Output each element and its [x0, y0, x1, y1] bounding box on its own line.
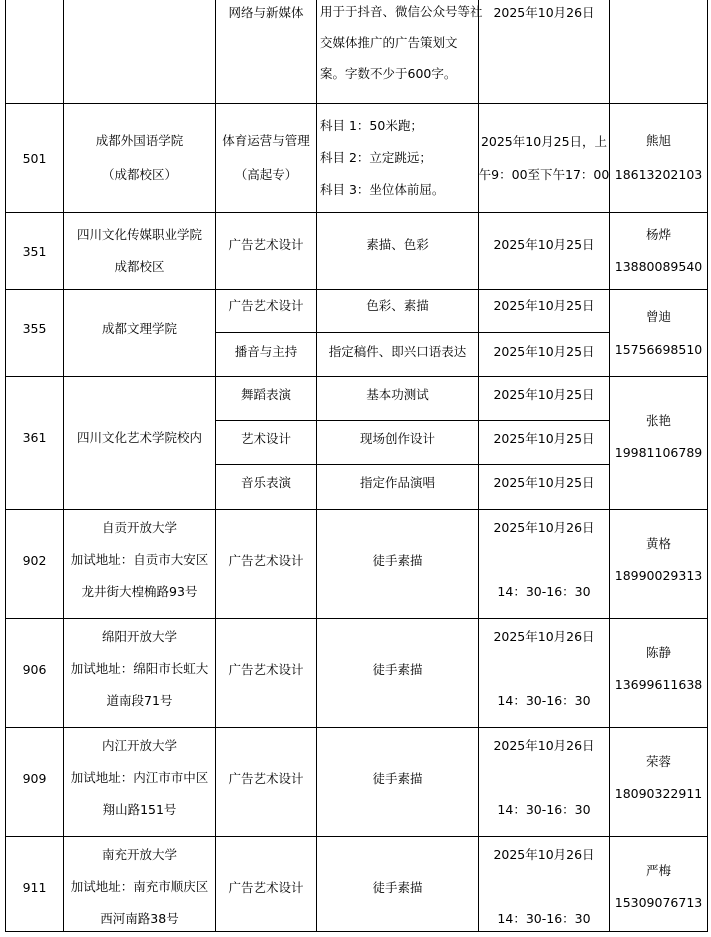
subject-cell: 素描、色彩 — [366, 236, 429, 252]
contact-name: 曾迪 — [645, 309, 671, 324]
school-cell: 南充开放大学 加试地址：南充市顺庆区 西河南路38号 — [70, 847, 209, 926]
contact-phone: 15756698510 — [614, 342, 703, 357]
school-cell: 四川文化传媒职业学院 成都校区 — [76, 227, 202, 274]
code-cell: 906 — [22, 661, 47, 677]
contact-cell — [610, 104, 707, 212]
subject-cell: 指定作品演唱 — [359, 474, 435, 490]
contact-phone: 18090322911 — [614, 786, 703, 801]
code-cell: 902 — [22, 552, 47, 568]
subject-cell: 现场创作设计 — [359, 430, 435, 446]
code-cell: 361 — [22, 429, 47, 445]
contact-phone: 19981106789 — [614, 445, 703, 460]
code-cell: 501 — [22, 150, 47, 166]
school-cell: 自贡开放大学 加试地址：自贡市大安区 龙井街大楻桷路93号 — [70, 520, 209, 599]
school-cell: 四川文化艺术学院校内 — [76, 429, 202, 445]
major-cell: 广告艺术设计 — [228, 552, 304, 568]
contact-name: 杨烨 — [645, 227, 671, 242]
contact-name: 陈静 — [645, 645, 671, 660]
contact-phone: 18613202103 — [614, 167, 703, 182]
subject-cell: 徒手素描 — [372, 552, 423, 568]
contact-name: 荣蓉 — [645, 754, 671, 769]
code-cell: 911 — [22, 879, 47, 895]
school-cell: 内江开放大学 加试地址：内江市市中区 翔山路151号 — [70, 738, 209, 817]
major-cell: 舞蹈表演 — [240, 386, 291, 402]
major-cell: 音乐表演 — [240, 474, 291, 490]
contact-cell — [610, 213, 707, 289]
date-cell: 2025年10月26日 14：30-16：30 — [493, 629, 595, 708]
subject-cell: 科目 1：50米跑； 科目 2：立定跳远； 科目 3：坐位体前屈。 — [320, 118, 445, 197]
date-cell: 2025年10月25日 — [493, 430, 595, 446]
code-cell: 355 — [22, 320, 47, 336]
major-cell: 播音与主持 — [234, 343, 298, 359]
subject-cell: 徒手素描 — [372, 770, 423, 786]
major-cell: 体育运营与管理 （高起专） — [222, 133, 310, 182]
contact-cell — [610, 290, 707, 376]
date-cell: 2025年10月25日 — [493, 236, 595, 252]
contact-name: 严梅 — [645, 863, 671, 878]
contact-cell — [610, 837, 707, 937]
major-cell: 广告艺术设计 — [228, 297, 304, 313]
subject-cell: 徒手素描 — [372, 661, 423, 677]
major-cell: 艺术设计 — [240, 430, 291, 446]
date-cell: 2025年10月26日 — [493, 4, 595, 20]
major-cell: 网络与新媒体 — [228, 4, 304, 20]
date-cell: 2025年10月26日 14：30-16：30 — [493, 520, 595, 599]
major-cell: 广告艺术设计 — [228, 661, 304, 677]
date-cell: 2025年10月25日 — [493, 474, 595, 490]
school-cell: 成都文理学院 — [101, 320, 177, 336]
date-cell: 2025年10月26日 14：30-16：30 — [493, 738, 595, 817]
subject-cell: 基本功测试 — [366, 386, 429, 402]
code-cell: 909 — [22, 770, 47, 786]
code-cell: 351 — [22, 243, 47, 259]
grid-line — [707, 0, 708, 932]
contact-phone: 13699611638 — [614, 677, 703, 692]
contact-phone: 15309076713 — [614, 895, 703, 910]
date-cell: 2025年10月25日，上 午9：00至下午17：00 — [478, 134, 610, 182]
subject-cell: 徒手素描 — [372, 879, 423, 895]
contact-name: 张艳 — [645, 413, 671, 428]
contact-cell — [610, 377, 707, 497]
school-cell: 绵阳开放大学 加试地址：绵阳市长虹大 道南段71号 — [70, 629, 209, 708]
contact-cell — [610, 510, 707, 610]
school-cell: 成都外国语学院 （成都校区） — [95, 133, 184, 182]
contact-name: 熊旭 — [645, 133, 671, 148]
major-cell: 广告艺术设计 — [228, 236, 304, 252]
contact-phone: 18990029313 — [614, 568, 703, 583]
date-cell: 2025年10月26日 14：30-16：30 — [493, 847, 595, 926]
date-cell: 2025年10月25日 — [493, 343, 595, 359]
contact-cell — [610, 619, 707, 719]
subject-cell: 用于于抖音、微信公众号等社 交媒体推广的广告策划文 案。字数不少于600字。 — [320, 4, 483, 81]
contact-phone: 13880089540 — [614, 259, 703, 274]
subject-cell: 色彩、素描 — [366, 297, 429, 313]
date-cell: 2025年10月25日 — [493, 297, 595, 313]
contact-name: 黄格 — [645, 536, 671, 551]
contact-cell — [610, 728, 707, 828]
date-cell: 2025年10月25日 — [493, 386, 595, 402]
subject-cell: 指定稿件、即兴口语表达 — [328, 343, 467, 359]
major-cell: 广告艺术设计 — [228, 879, 304, 895]
major-cell: 广告艺术设计 — [228, 770, 304, 786]
